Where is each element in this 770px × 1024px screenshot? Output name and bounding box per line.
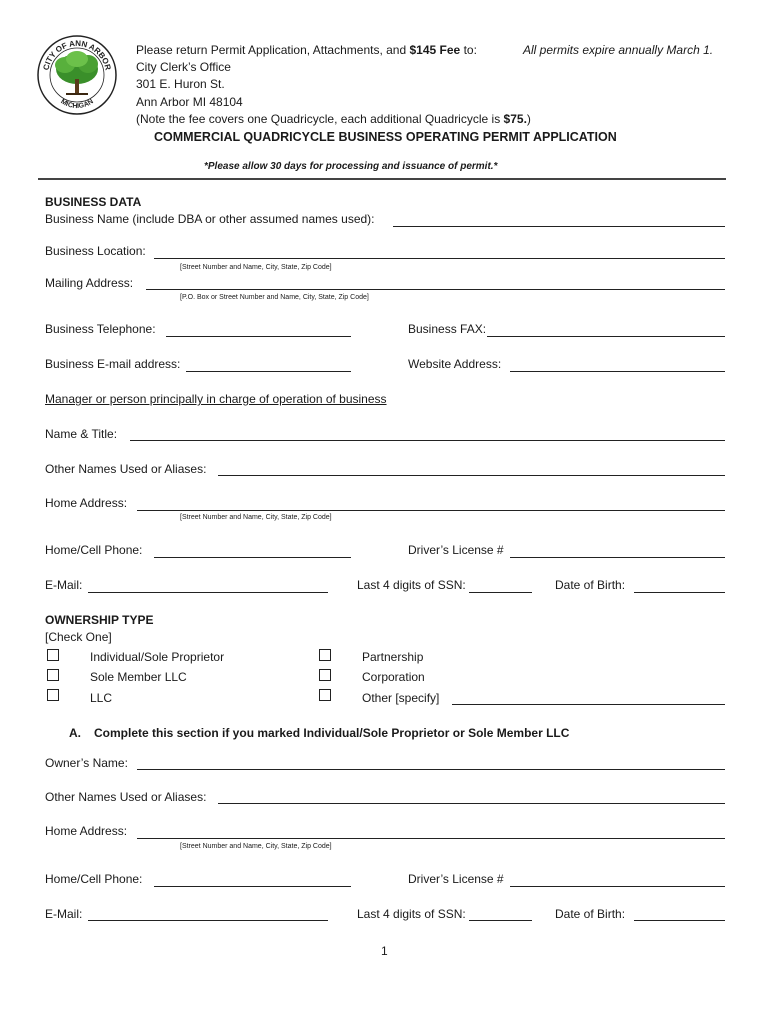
- manager-license-field[interactable]: [510, 557, 725, 558]
- fee-amount: $145 Fee: [409, 43, 461, 57]
- return-instructions: Please return Permit Application, Attachments, and $145 Fee to:: [136, 43, 477, 57]
- owner-email-label: E-Mail:: [45, 907, 83, 921]
- owner-home-address-hint: [Street Number and Name, City, State, Zip Code]: [180, 843, 332, 850]
- owner-name-field[interactable]: [137, 769, 725, 770]
- header-divider: [38, 178, 726, 180]
- option-partnership: Partnership: [362, 650, 424, 664]
- manager-phone-field[interactable]: [154, 557, 351, 558]
- owner-home-address-label: Home Address:: [45, 824, 128, 838]
- page-number: 1: [381, 944, 388, 958]
- seal-bottom-text: MICHIGAN: [59, 98, 95, 111]
- seal-top-text: CITY OF ANN ARBOR: [41, 38, 113, 72]
- mailing-address-field[interactable]: [146, 289, 725, 290]
- manager-home-address-hint: [Street Number and Name, City, State, Zip Code]: [180, 514, 332, 521]
- manager-dob-label: Date of Birth:: [555, 578, 626, 592]
- website-label: Website Address:: [408, 357, 502, 371]
- business-location-field[interactable]: [154, 258, 725, 259]
- manager-email-field[interactable]: [88, 592, 328, 593]
- business-fax-label: Business FAX:: [408, 322, 487, 336]
- checkbox-other[interactable]: [319, 689, 331, 701]
- owner-aliases-label: Other Names Used or Aliases:: [45, 790, 207, 804]
- checkbox-corporation[interactable]: [319, 669, 331, 681]
- owner-license-field[interactable]: [510, 886, 725, 887]
- owner-name-label: Owner’s Name:: [45, 756, 128, 770]
- processing-note: *Please allow 30 days for processing and issuance of permit.*: [204, 161, 498, 172]
- checkbox-sole-member-llc[interactable]: [47, 669, 59, 681]
- ownership-instruction: [Check One]: [45, 630, 112, 644]
- business-name-field[interactable]: [393, 226, 725, 227]
- website-field[interactable]: [510, 371, 725, 372]
- checkbox-individual-sole-proprietor[interactable]: [47, 649, 59, 661]
- business-data-heading: BUSINESS DATA: [45, 195, 142, 209]
- section-a-heading: Complete this section if you marked Individual/Sole Proprietor or Sole Member LLC: [94, 726, 570, 740]
- manager-home-address-field[interactable]: [137, 510, 725, 511]
- option-other: Other [specify]: [362, 691, 440, 705]
- business-location-hint: [Street Number and Name, City, State, Zip Code]: [180, 264, 332, 271]
- ownership-heading: OWNERSHIP TYPE: [45, 613, 154, 627]
- checkbox-partnership[interactable]: [319, 649, 331, 661]
- business-fax-field[interactable]: [487, 336, 725, 337]
- other-specify-field[interactable]: [452, 704, 725, 705]
- manager-name-title-field[interactable]: [130, 440, 725, 441]
- manager-home-address-label: Home Address:: [45, 496, 128, 510]
- option-llc: LLC: [90, 691, 113, 705]
- owner-ssn-label: Last 4 digits of SSN:: [357, 907, 466, 921]
- page-title: COMMERCIAL QUADRICYCLE BUSINESS OPERATING PERMIT APPLICATION: [154, 130, 617, 144]
- business-email-field[interactable]: [186, 371, 351, 372]
- manager-heading: Manager or person principally in charge of operation of business: [45, 392, 387, 406]
- option-sole-member-llc: Sole Member LLC: [90, 670, 187, 684]
- owner-license-label: Driver’s License #: [408, 872, 504, 886]
- office-street: 301 E. Huron St.: [136, 77, 225, 91]
- business-telephone-label: Business Telephone:: [45, 322, 156, 336]
- manager-phone-label: Home/Cell Phone:: [45, 543, 143, 557]
- business-location-label: Business Location:: [45, 244, 146, 258]
- office-city: Ann Arbor MI 48104: [136, 95, 243, 109]
- owner-phone-label: Home/Cell Phone:: [45, 872, 143, 886]
- owner-home-address-field[interactable]: [137, 838, 725, 839]
- mailing-address-label: Mailing Address:: [45, 276, 134, 290]
- expire-note: All permits expire annually March 1.: [523, 43, 714, 57]
- manager-name-title-label: Name & Title:: [45, 427, 118, 441]
- owner-dob-field[interactable]: [634, 920, 725, 921]
- manager-ssn-field[interactable]: [469, 592, 532, 593]
- owner-aliases-field[interactable]: [218, 803, 725, 804]
- owner-email-field[interactable]: [88, 920, 328, 921]
- fee-note: (Note the fee covers one Quadricycle, each additional Quadricycle is $75.): [136, 112, 531, 126]
- office-name: City Clerk’s Office: [136, 60, 231, 74]
- option-individual-sole-proprietor: Individual/Sole Proprietor: [90, 650, 225, 664]
- manager-license-label: Driver’s License #: [408, 543, 504, 557]
- business-email-label: Business E-mail address:: [45, 357, 181, 371]
- manager-email-label: E-Mail:: [45, 578, 83, 592]
- manager-aliases-field[interactable]: [218, 475, 725, 476]
- city-seal-logo: [36, 34, 118, 116]
- owner-ssn-field[interactable]: [469, 920, 532, 921]
- manager-ssn-label: Last 4 digits of SSN:: [357, 578, 466, 592]
- mailing-address-hint: [P.O. Box or Street Number and Name, City, State, Zip Code]: [180, 294, 369, 301]
- business-telephone-field[interactable]: [166, 336, 351, 337]
- svg-text:MICHIGAN: [59, 98, 94, 110]
- manager-aliases-label: Other Names Used or Aliases:: [45, 462, 207, 476]
- checkbox-llc[interactable]: [47, 689, 59, 701]
- owner-dob-label: Date of Birth:: [555, 907, 626, 921]
- option-corporation: Corporation: [362, 670, 425, 684]
- section-a-marker: A.: [69, 726, 81, 740]
- manager-dob-field[interactable]: [634, 592, 725, 593]
- business-name-label: Business Name (include DBA or other assumed names used):: [45, 212, 375, 226]
- owner-phone-field[interactable]: [154, 886, 351, 887]
